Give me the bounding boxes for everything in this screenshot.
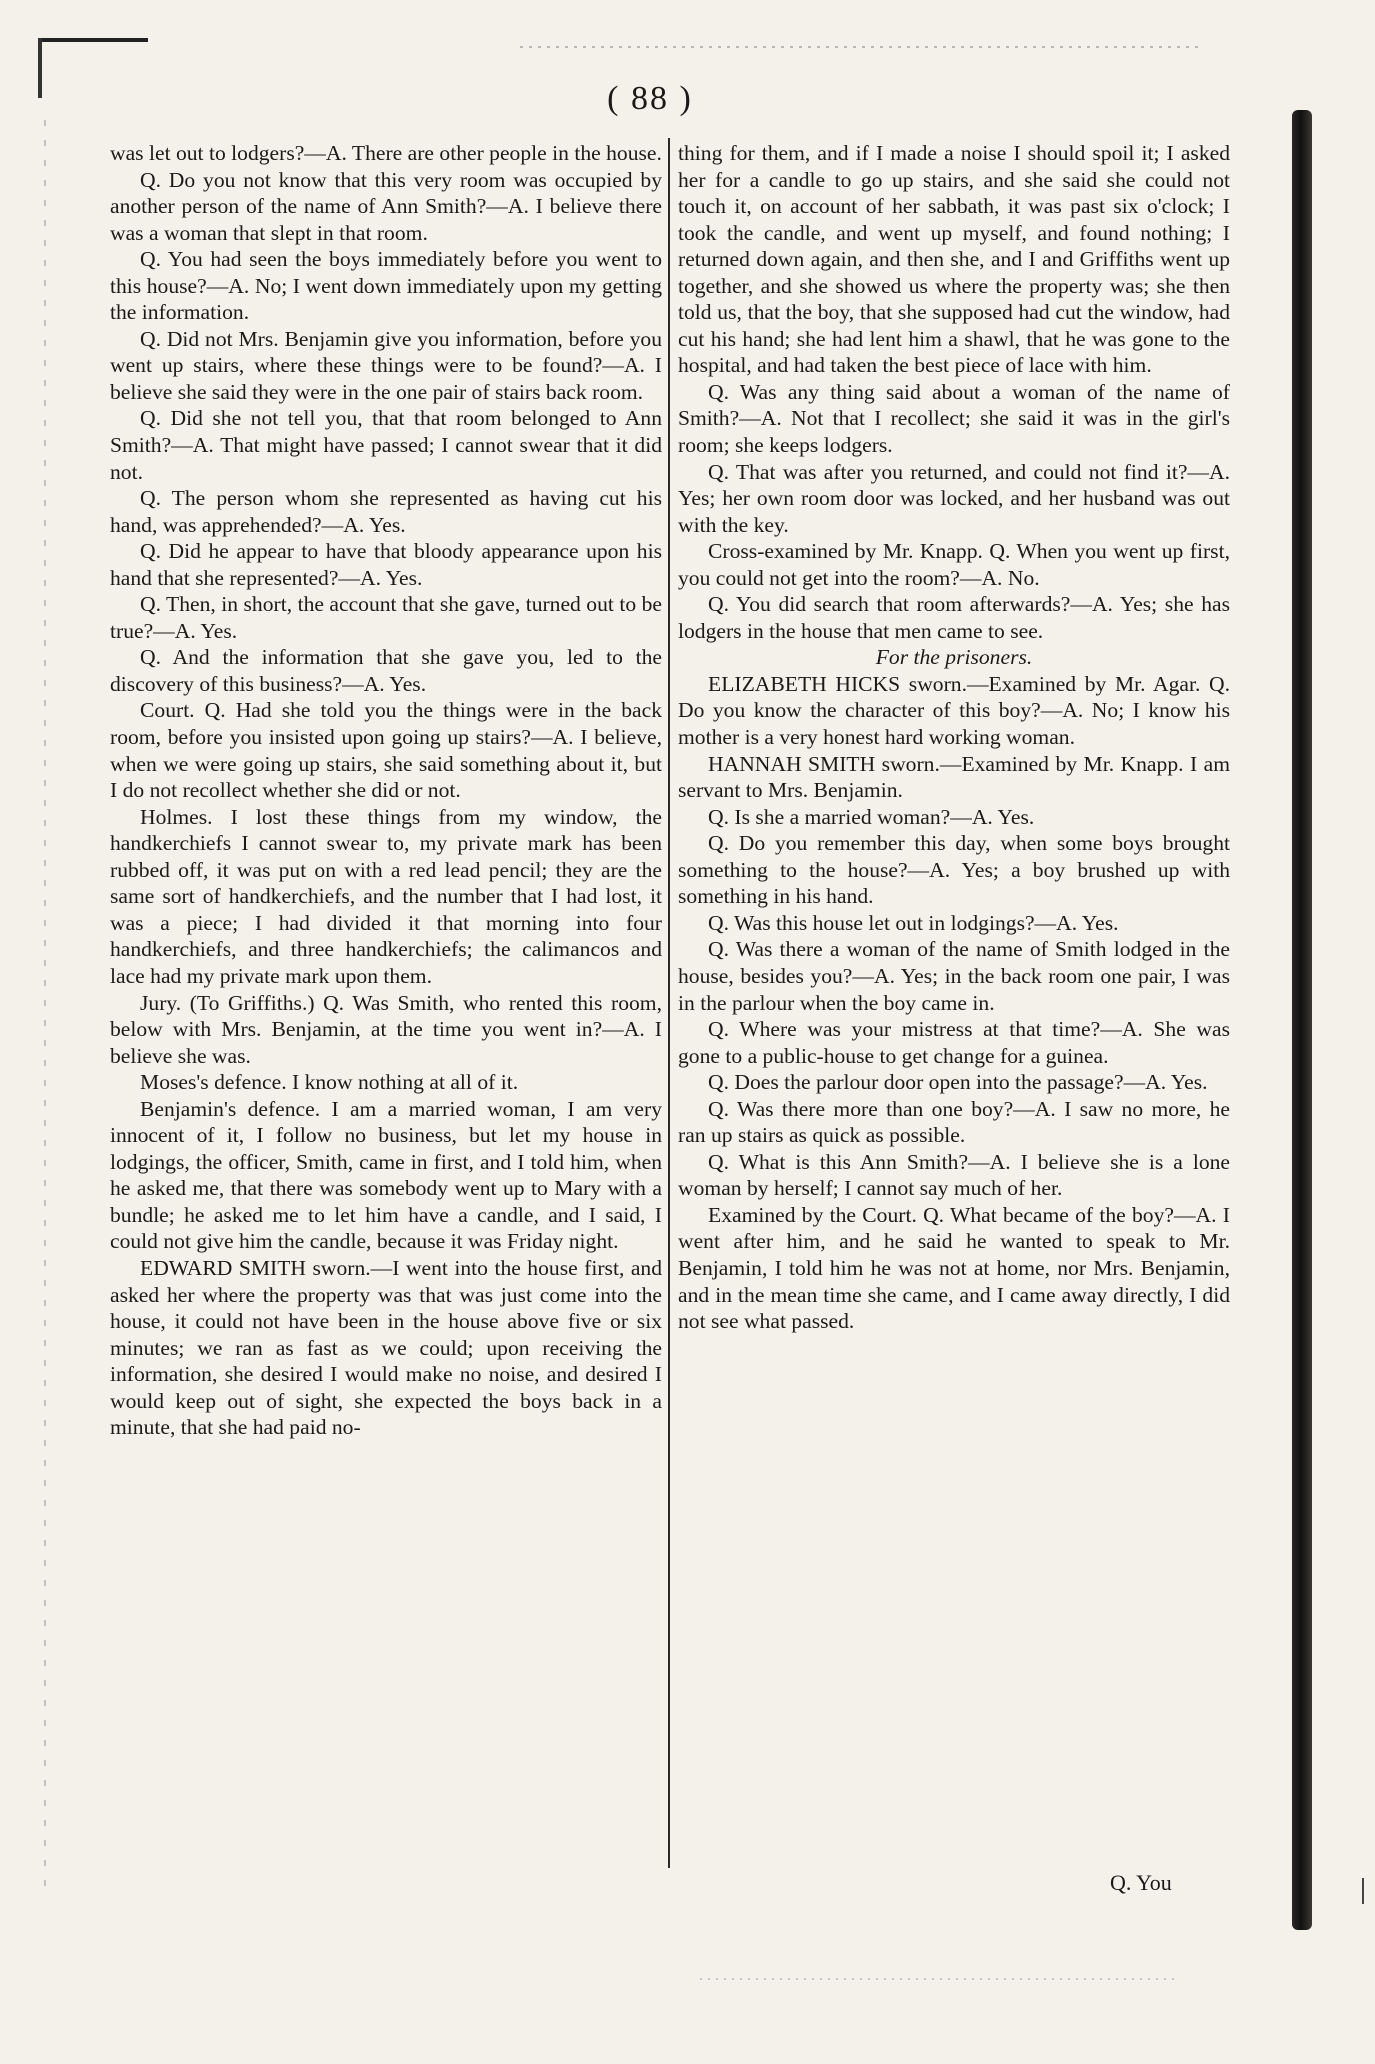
top-border-mark bbox=[38, 38, 148, 42]
paragraph: Q. Do you not know that this very room was occupied by another person of the name of Ann Smith?—A. I believe there was a woman that slept in that room. bbox=[110, 167, 662, 245]
paragraph: Jury. (To Griffiths.) Q. Was Smith, who rented this room, below with Mrs. Benjamin, at the time you went in?—A. I believe she was. bbox=[110, 990, 662, 1068]
paragraph: Q. Was this house let out in lodgings?—A. Yes. bbox=[708, 910, 1119, 935]
paragraph: Cross-examined by Mr. Knapp. Q. When you went up first, you could not get into the room?—A. No. bbox=[678, 539, 1230, 590]
paragraph: Q. You did search that room afterwards?—A. Yes; she has lodgers in the house that men came to see. bbox=[678, 592, 1230, 643]
paragraph: Q. And the information that she gave you, led to the discovery of this business?—A. Yes. bbox=[110, 645, 662, 696]
paragraph: Q. What is this Ann Smith?—A. I believe she is a lone woman by herself; I cannot say much of her. bbox=[678, 1149, 1230, 1201]
paragraph: For the prisoners. bbox=[875, 645, 1033, 670]
paragraph: Q. The person whom she represented as having cut his hand, was apprehended?—A. Yes. bbox=[110, 486, 662, 537]
paragraph: Q. Was any thing said about a woman of the name of Smith?—A. Not that I recollect; she said it was in the girl's room; she keeps lodgers. bbox=[678, 379, 1230, 458]
paragraph: EDWARD SMITH sworn.—I went into the house first, and asked her where the property was that was just come into the house, it could not have been in the house above five or six minutes; we ran as fast as we could; upon receiving the information, she desired I would make no noise, and desired I would keep out of sight, she expected the boys back in a minute, that she had paid no- bbox=[110, 1255, 662, 1440]
paragraph: Q. Did not Mrs. Benjamin give you information, before you went up stairs, where these things were to be found?—A. I believe she said they were in the one pair of stairs back room. bbox=[110, 326, 662, 404]
left-page-edge bbox=[44, 120, 46, 1900]
top-scan-noise bbox=[520, 46, 1200, 48]
paragraph: ELIZABETH HICKS sworn.—Examined by Mr. Agar. Q. Do you know the character of this boy?—A. No; I know his mother is a very honest hard working woman. bbox=[678, 671, 1230, 750]
paragraph: HANNAH SMITH sworn.—Examined by Mr. Knapp. I am servant to Mrs. Benjamin. bbox=[678, 751, 1230, 803]
catchword: Q. You bbox=[1110, 1870, 1172, 1895]
paragraph: Q. Was there more than one boy?—A. I saw no more, he ran up stairs as quick as possible. bbox=[678, 1096, 1230, 1148]
paragraph: Court. Q. Had she told you the things were in the back room, before you insisted upon going up stairs?—A. I believe, when we were going up stairs, she said something about it, but I do not recollect whether she did or not. bbox=[110, 698, 662, 803]
paragraph: Benjamin's defence. I am a married woman, I am very innocent of it, I follow no business, but let my house in lodgings, the officer, Smith, came in first, and I told him, when he asked me, that there was somebody went up to Mary with a bundle; he asked me to let him have a candle, and I said, I could not give him the candle, because it was Friday night. bbox=[110, 1096, 662, 1254]
left-corner-mark bbox=[38, 38, 42, 98]
paragraph: Q. You had seen the boys immediately before you went to this house?—A. No; I went down immediately upon my getting the information. bbox=[110, 247, 662, 325]
left-text-column bbox=[110, 140, 662, 1441]
paragraph: Q. That was after you returned, and could not find it?—A. Yes; her own room door was locked, and her husband was out with the key. bbox=[678, 459, 1230, 537]
paragraph: Q. Does the parlour door open into the passage?—A. Yes. bbox=[708, 1070, 1208, 1095]
paragraph: Q. Do you remember this day, when some boys brought something to the house?—A. Yes; a boy brushed up with something in his hand. bbox=[678, 831, 1230, 909]
paragraph: Moses's defence. I know nothing at all of it. bbox=[140, 1070, 519, 1095]
bottom-scan-noise bbox=[700, 1978, 1180, 1980]
paragraph: Holmes. I lost these things from my window, the handkerchiefs I cannot swear to, my private mark has been rubbed off, it was put on with a red lead pencil; they are the same sort of handkerchiefs, and the number that I had lost, it was a piece; I had divided it that morning into four handkerchiefs, and three handkerchiefs; the calimancos and lace had my private mark upon them. bbox=[110, 804, 662, 988]
paragraph: Q. Did she not tell you, that that room belonged to Ann Smith?—A. That might have passed; I cannot swear that it did not. bbox=[110, 406, 662, 484]
paragraph: Examined by the Court. Q. What became of the boy?—A. I went after him, and he said he wanted to speak to Mr. Benjamin, I told him he was not at home, nor Mrs. Benjamin, and in the mean time she came, and I came away directly, I did not see what passed. bbox=[678, 1202, 1230, 1334]
book-binding-shadow bbox=[1292, 110, 1312, 1930]
page-number: ( 88 ) bbox=[607, 80, 693, 117]
paragraph: Q. Where was your mistress at that time?—A. She was gone to a public-house to get change for a guinea. bbox=[678, 1017, 1230, 1068]
right-text-column bbox=[678, 140, 1230, 1335]
paragraph: Q. Did he appear to have that bloody appearance upon his hand that she represented?—A. Yes. bbox=[110, 539, 662, 590]
paragraph: Q. Was there a woman of the name of Smith lodged in the house, besides you?—A. Yes; in the back room one pair, I was in the parlour when the boy came in. bbox=[678, 937, 1230, 1015]
column-divider bbox=[668, 138, 670, 1868]
paragraph: was let out to lodgers?—A. There are other people in the house. bbox=[110, 141, 662, 165]
paragraph: Q. Then, in short, the account that she gave, turned out to be true?—A. Yes. bbox=[110, 592, 662, 643]
right-edge-mark bbox=[1362, 1878, 1364, 1904]
paragraph: thing for them, and if I made a noise I should spoil it; I asked her for a candle to go up stairs, and she said she could not touch it, on account of her sabbath, it was past six o'clock; I took the candle, and went up myself, and found nothing; I returned down again, and then she, and I and Griffiths went up together, and she showed us where the property was; she then told us, that the boy, that she supposed had cut the window, had cut his hand; she had lent him a shawl, that he was gone to the hospital, and had taken the best piece of lace with him. bbox=[678, 141, 1230, 378]
paragraph: Q. Is she a married woman?—A. Yes. bbox=[708, 804, 1035, 829]
